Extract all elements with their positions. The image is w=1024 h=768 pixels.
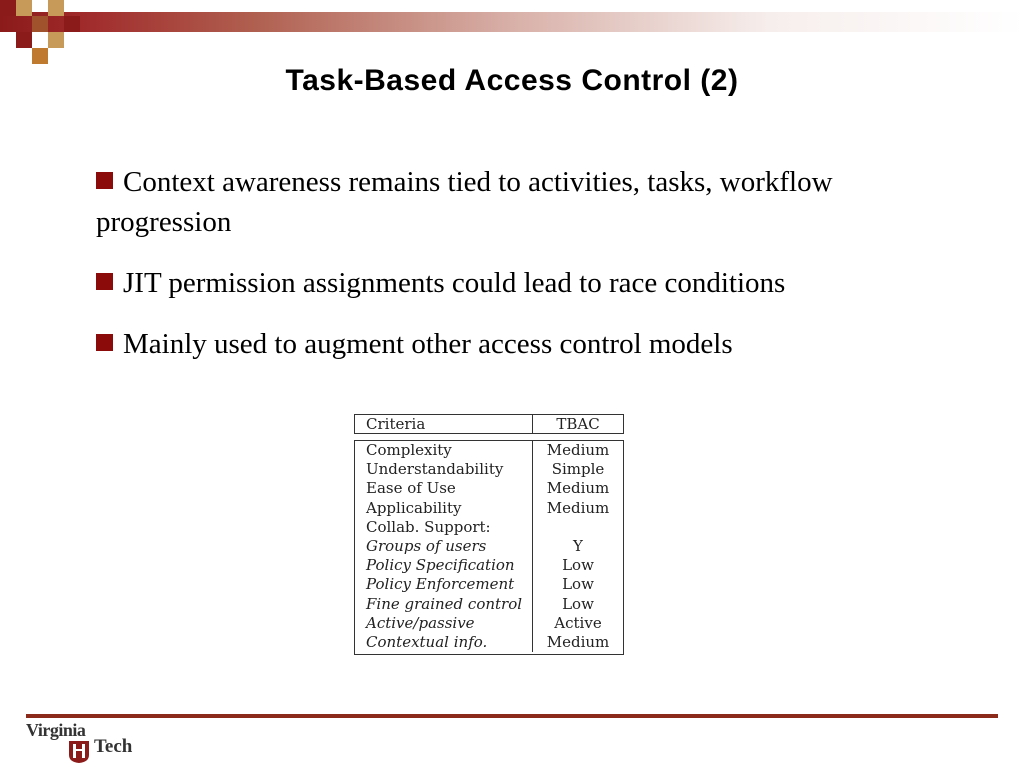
tbac-column <box>533 441 623 652</box>
table-cell-criteria: Fine grained control <box>366 594 523 613</box>
table-header <box>354 414 624 434</box>
table-cell-value: Medium <box>546 498 610 517</box>
criteria-table <box>354 414 624 655</box>
bullet-item <box>96 162 936 242</box>
table-cell-criteria: Applicability <box>366 498 462 517</box>
bullet-text: Context awareness remains tied to activities, tasks, workflow progression <box>96 166 833 238</box>
table-cell-value: Low <box>562 594 594 613</box>
header-criteria: Criteria <box>355 415 533 433</box>
table-cell-criteria: Complexity <box>366 441 452 459</box>
criteria-column <box>355 441 533 652</box>
university-logo <box>26 720 136 766</box>
table-cell-criteria: Groups of users <box>366 536 487 555</box>
checker-decoration <box>0 0 80 64</box>
header-tbac: TBAC <box>556 415 600 433</box>
logo-text-bottom: Tech <box>94 736 133 757</box>
slide-title: Task-Based Access Control (2) <box>285 64 739 97</box>
bullet-item <box>96 324 936 364</box>
logo-text-top: Virginia <box>26 720 86 740</box>
table-cell-value: Medium <box>546 632 610 651</box>
table-cell-criteria: Contextual info. <box>366 632 488 651</box>
table-cell-criteria: Policy Specification <box>366 556 515 575</box>
bullet-item <box>96 263 936 303</box>
table-cell-criteria: Active/passive <box>366 613 475 632</box>
table-cell-value: Medium <box>546 479 610 498</box>
square-bullet-icon <box>96 273 113 290</box>
table-cell-value: Medium <box>546 441 610 459</box>
table-cell-criteria: Ease of Use <box>366 479 456 498</box>
table-cell-value: Simple <box>551 460 605 479</box>
footer-divider <box>26 714 998 718</box>
table-cell-value: Low <box>562 575 594 594</box>
table-cell-criteria: Policy Enforcement <box>366 575 515 594</box>
table-cell-value: Active <box>554 613 602 632</box>
bullet-text: JIT permission assignments could lead to race conditions <box>123 267 786 299</box>
table-cell-value <box>533 518 623 537</box>
bullet-text: Mainly used to augment other access control models <box>123 328 733 360</box>
table-cell-criteria: Understandability <box>366 460 504 479</box>
table-cell-value: Low <box>562 556 594 575</box>
shield-emblem-icon <box>68 740 90 764</box>
square-bullet-icon <box>96 334 113 351</box>
table-cell-criteria: Collab. Support: <box>366 517 491 536</box>
top-decorative-band <box>0 12 1024 32</box>
square-bullet-icon <box>96 172 113 189</box>
bullet-list <box>96 162 936 385</box>
table-cell-value: Y <box>573 536 583 555</box>
table-body <box>354 440 624 655</box>
